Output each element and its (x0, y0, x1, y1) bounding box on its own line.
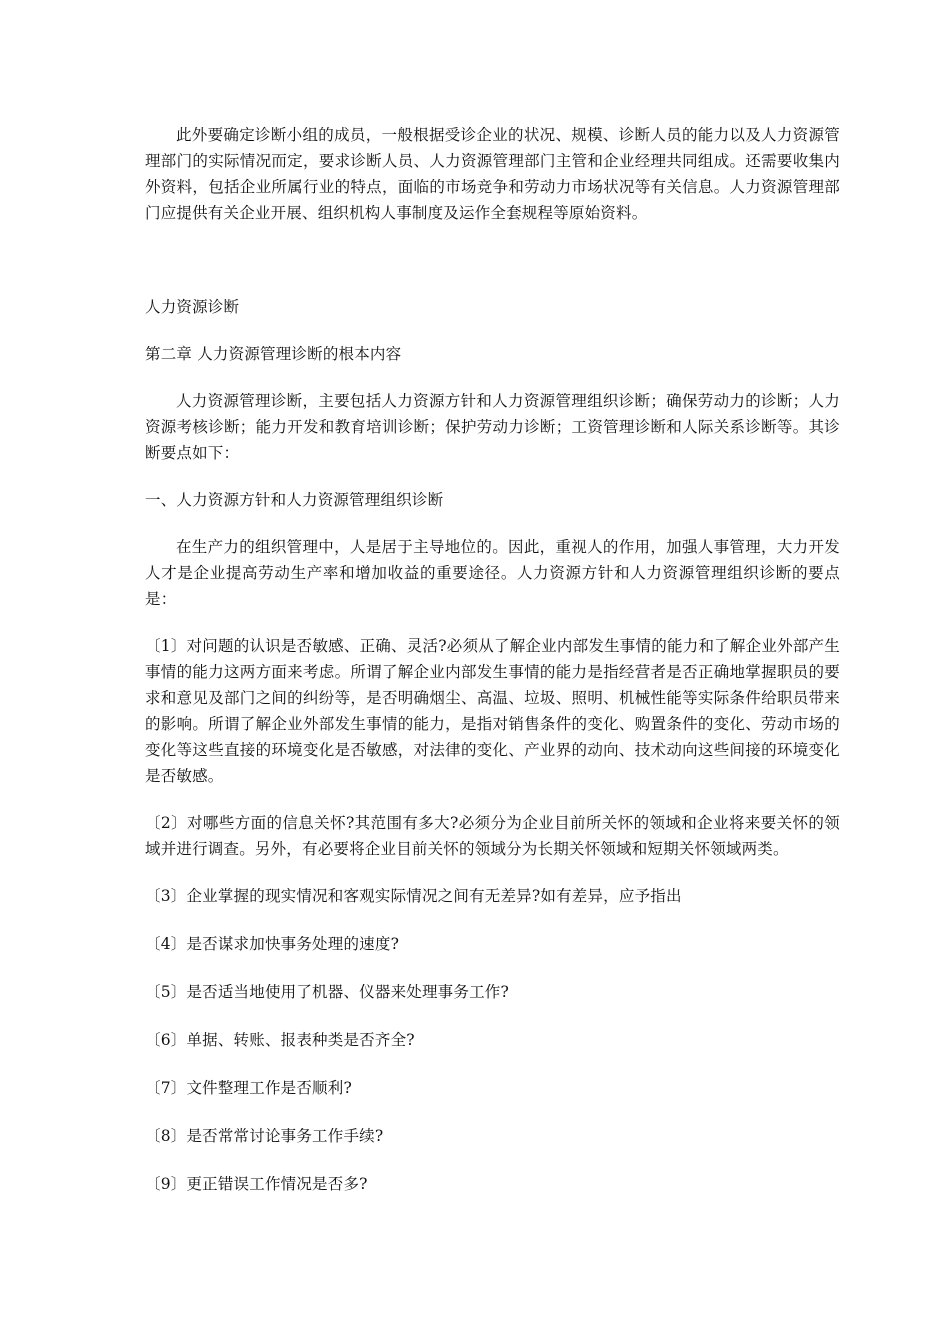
point-item: 〔3〕企业掌握的现实情况和客观实际情况之间有无差异?如有差异，应予指出 (145, 887, 682, 905)
point-item: 〔5〕是否适当地使用了机器、仪器来处理事务工作? (145, 983, 509, 1001)
intro-paragraph: 此外要确定诊断小组的成员，一般根据受诊企业的状况、规模、诊断人员的能力以及人力资源管理部门的实际情况而定，要求诊断人员、人力资源管理部门主管和企业经理共同组成。还需要收集内外资料，包括企业所属行业的特点，面临的市场竞争和劳动力市场状况等有关信息。人力资源管理部门应提供有关企业开展、组织机构人事制度及运作全套规程等原始资料。 (145, 126, 840, 222)
document-page (145, 122, 840, 1197)
section-intro-paragraph: 在生产力的组织管理中，人是居于主导地位的。因此，重视人的作用，加强人事管理，大力开发人才是企业提高劳动生产率和增加收益的重要途径。人力资源方针和人力资源管理组织诊断的要点是： (145, 538, 840, 608)
chapter-intro-paragraph: 人力资源管理诊断，主要包括人力资源方针和人力资源管理组织诊断；确保劳动力的诊断；人力资源考核诊断；能力开发和教育培训诊断；保护劳动力诊断；工资管理诊断和人际关系诊断等。其诊断要点如下： (145, 392, 840, 462)
point-item: 〔6〕单据、转账、报表种类是否齐全? (145, 1031, 415, 1049)
point-item: 〔4〕是否谋求加快事务处理的速度? (145, 935, 400, 953)
point-item: 〔7〕文件整理工作是否顺利? (145, 1079, 352, 1097)
point-item: 〔8〕是否常常讨论事务工作手续? (145, 1127, 384, 1145)
section-heading: 一、人力资源方针和人力资源管理组织诊断 (145, 491, 444, 509)
document-title: 人力资源诊断 (145, 298, 240, 316)
chapter-heading: 第二章 人力资源管理诊断的根本内容 (145, 345, 402, 363)
point-item: 〔2〕对哪些方面的信息关怀?其范围有多大?必须分为企业目前所关怀的领域和企业将来要关怀的领域并进行调查。另外，有必要将企业目前关怀的领域分为长期关怀领域和短期关怀领域两类。 (145, 814, 840, 858)
point-item: 〔9〕更正错误工作情况是否多? (145, 1175, 368, 1193)
point-item: 〔1〕对问题的认识是否敏感、正确、灵活?必须从了解企业内部发生事情的能力和了解企业外部产生事情的能力这两方面来考虑。所谓了解企业内部发生事情的能力是指经营者是否正确地掌握职员的要求和意见及部门之间的纠纷等，是否明确烟尘、高温、垃圾、照明、机械性能等实际条件给职员带来的影响。所谓了解企业外部发生事情的能力，是指对销售条件的变化、购置条件的变化、劳动市场的变化等这些直接的环境变化是否敏感，对法律的变化、产业界的动向、技术动向这些间接的环境变化是否敏感。 (145, 637, 840, 785)
